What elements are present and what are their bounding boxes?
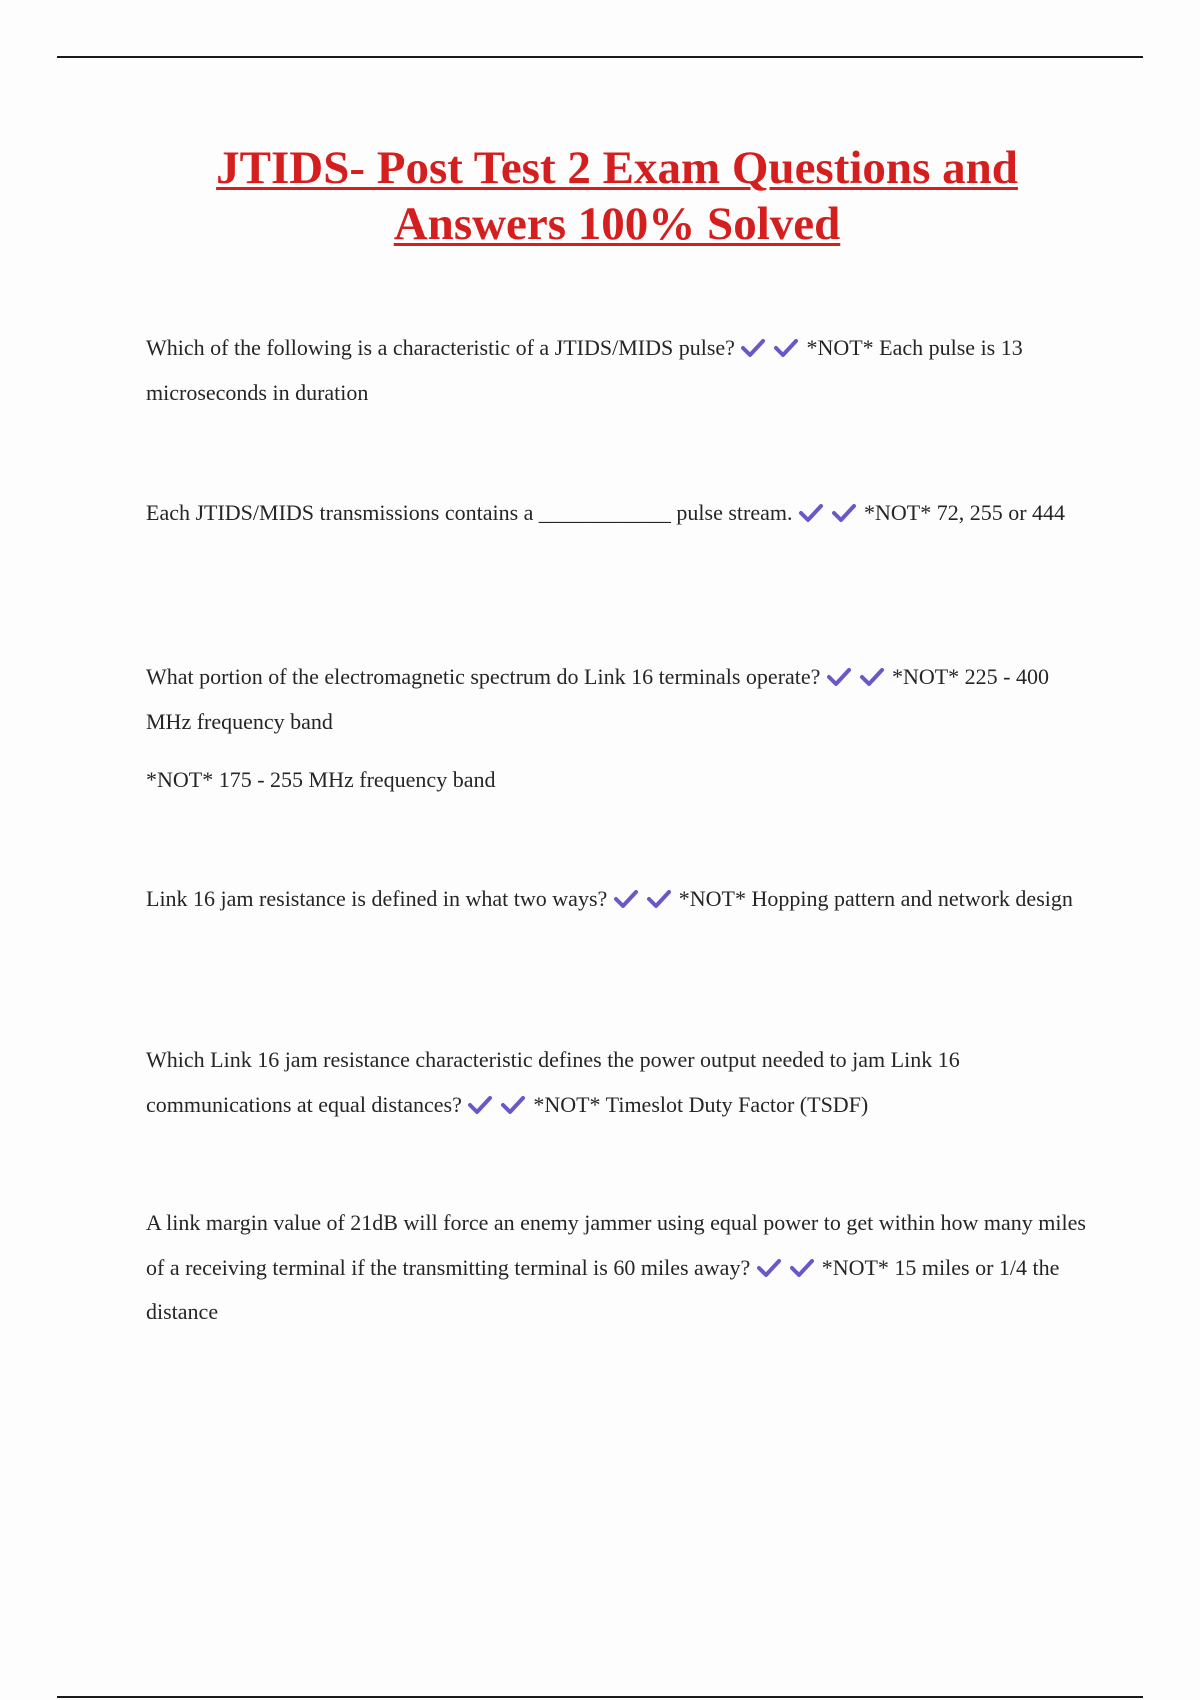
checkmark-icon xyxy=(859,667,885,687)
checkmark-icon xyxy=(740,338,766,358)
qa-text xyxy=(146,1201,1086,1335)
qa-item-3 xyxy=(146,655,1086,803)
checkmark-icon xyxy=(826,667,852,687)
qa-item-1 xyxy=(146,326,1086,415)
checkmark-icon xyxy=(756,1258,782,1278)
title-line-1: JTIDS- Post Test 2 Exam Questions and xyxy=(216,142,1018,194)
checkmark-icon xyxy=(613,889,639,909)
checkmark-icon xyxy=(773,338,799,358)
checkmark-icon xyxy=(500,1095,526,1115)
question-text: A link margin value of 21dB will force an enemy jammer using equal power to get within how many miles of a receiving terminal if the transmitting terminal is 60 miles away? xyxy=(146,1210,1086,1280)
qa-item-2 xyxy=(146,491,1086,536)
question-text: Which of the following is a characteristic of a JTIDS/MIDS pulse? xyxy=(146,335,741,360)
answer-text: *NOT* 15 miles or 1/4 the distance xyxy=(146,1254,1060,1324)
qa-text xyxy=(146,655,1086,744)
title-line-2: Answers 100% Solved xyxy=(393,198,841,250)
checkmark-icon xyxy=(789,1258,815,1278)
qa-text xyxy=(146,326,1086,415)
answer-text: *NOT* Each pulse is 13 microseconds in duration xyxy=(146,335,1023,405)
checkmark-icon xyxy=(798,503,824,523)
answer-text: *NOT* Timeslot Duty Factor (TSDF) xyxy=(533,1091,869,1117)
answer-text: *NOT* 225 - 400 MHz frequency band xyxy=(146,664,1049,734)
qa-text xyxy=(146,491,1086,536)
checkmark-icon xyxy=(831,503,857,523)
qa-item-6 xyxy=(146,1201,1086,1335)
top-rule xyxy=(57,56,1143,58)
qa-item-5 xyxy=(146,1038,1086,1127)
extra-answer-text: *NOT* 175 - 255 MHz frequency band xyxy=(146,767,496,792)
qa-text xyxy=(146,1038,1086,1127)
answer-text: *NOT* Hopping pattern and network design xyxy=(678,886,1073,911)
question-text: Each JTIDS/MIDS transmissions contains a ____________ pulse stream. xyxy=(146,500,798,525)
question-text: Link 16 jam resistance is defined in what two ways? xyxy=(146,886,613,911)
checkmark-icon xyxy=(467,1095,493,1115)
answer-text: *NOT* 72, 255 or 444 xyxy=(864,500,1066,525)
qa-item-4 xyxy=(146,877,1086,922)
question-text: What portion of the electromagnetic spectrum do Link 16 terminals operate? xyxy=(146,664,826,689)
qa-text xyxy=(146,877,1086,922)
checkmark-icon xyxy=(646,889,672,909)
document-title xyxy=(0,140,1200,252)
bottom-rule xyxy=(57,1696,1143,1698)
question-text: Which Link 16 jam resistance characteristic defines the power output needed to jam Link 16 communications at equal distances? xyxy=(146,1047,960,1117)
